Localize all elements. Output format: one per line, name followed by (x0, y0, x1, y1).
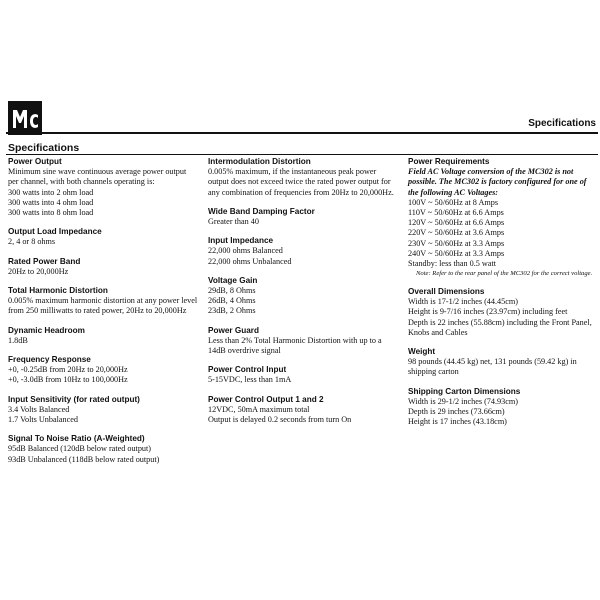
spec-title: Dynamic Headroom (8, 325, 85, 335)
spec-line: 5-15VDC, less than 1mA (208, 375, 292, 385)
spec-control-input (208, 365, 398, 385)
spec-column-3 (408, 157, 598, 436)
spec-line: 300 watts into 4 ohm load (8, 197, 94, 207)
spec-line: 1.8dB (8, 335, 28, 345)
spec-line: Height is 9-7/16 inches (23.97cm) including feet (408, 307, 568, 317)
spec-title: Power Requirements (408, 157, 490, 166)
spec-line: 29dB, 8 Ohms (208, 286, 256, 296)
section-rule (6, 154, 598, 155)
spec-warning: Field AC Voltage conversion of the MC302 is not possible. The MC302 is factory configured for one of the following AC Voltages: (408, 167, 587, 197)
spec-title: Intermodulation Distortion (208, 157, 311, 166)
spec-line: 220V ~ 50/60Hz at 3.6 Amps (408, 228, 505, 238)
spec-output-load (8, 227, 198, 247)
spec-power-guard (208, 326, 398, 357)
header-title: Specifications (528, 118, 596, 129)
spec-desc: 0.005% maximum harmonic distortion at any power level from 250 milliwatts to rated power, 20Hz to 20,000Hz (8, 296, 198, 316)
spec-snr (8, 434, 198, 465)
spec-line: 20Hz to 20,000Hz (8, 266, 69, 276)
spec-line: Height is 17 inches (43.18cm) (408, 417, 507, 427)
spec-title: Shipping Carton Dimensions (408, 386, 521, 396)
spec-rated-band (8, 257, 198, 277)
spec-line: 230V ~ 50/60Hz at 3.3 Amps (408, 238, 505, 248)
spec-weight (408, 347, 598, 378)
spec-desc: Depth is 22 inches (55.88cm) including the Front Panel, Knobs and Cables (408, 317, 592, 337)
spec-title: Power Output (8, 157, 62, 166)
spec-line: Width is 29-1/2 inches (74.93cm) (408, 396, 518, 406)
spec-line: 93dB Unbalanced (118dB below rated output) (8, 454, 160, 464)
spec-title: Wide Band Damping Factor (208, 206, 315, 216)
spec-power-requirements (408, 157, 598, 278)
spec-line: 23dB, 2 Ohms (208, 306, 256, 316)
spec-damping (208, 207, 398, 227)
spec-column-1 (8, 157, 198, 474)
spec-title: Weight (408, 347, 436, 357)
spec-dimensions (408, 287, 598, 338)
spec-line: 26dB, 4 Ohms (208, 296, 256, 306)
spec-line: Standby: less than 0.5 watt (408, 259, 497, 269)
spec-title: Signal To Noise Ratio (A-Weighted) (8, 434, 145, 444)
spec-line: 95dB Balanced (120dB below rated output) (8, 444, 152, 454)
spec-title: Overall Dimensions (408, 287, 485, 297)
section-title: Specifications (8, 142, 80, 154)
spec-title: Input Sensitivity (for rated output) (8, 394, 140, 404)
spec-title: Power Control Input (208, 365, 287, 375)
spec-line: 100V ~ 50/60Hz at 8 Amps (408, 197, 499, 207)
spec-line: 300 watts into 2 ohm load (8, 187, 94, 197)
spec-title: Power Guard (208, 325, 259, 335)
spec-title: Power Control Output 1 and 2 (208, 394, 324, 404)
spec-note: Note: Refer to the rear panel of the MC302 for the correct voltage. (416, 270, 593, 278)
spec-title: Rated Power Band (8, 256, 81, 266)
spec-title: Voltage Gain (208, 275, 258, 285)
spec-control-output (208, 395, 398, 426)
spec-thd (8, 286, 198, 317)
spec-input-impedance (208, 236, 398, 267)
spec-voltage-gain (208, 276, 398, 317)
spec-line: Width is 17-1/2 inches (44.45cm) (408, 297, 518, 307)
spec-headroom (8, 326, 198, 346)
spec-title: Frequency Response (8, 355, 91, 365)
spec-line: Greater than 40 (208, 217, 259, 227)
spec-line: Depth is 29 inches (73.66cm) (408, 407, 505, 417)
mcintosh-logo (8, 101, 42, 135)
spec-line: 22,000 ohms Balanced (208, 246, 283, 256)
spec-title: Output Load Impedance (8, 227, 102, 237)
spec-line: 1.7 Volts Unbalanced (8, 415, 78, 425)
spec-line: 300 watts into 8 ohm load (8, 208, 94, 218)
spec-desc: Less than 2% Total Harmonic Distortion with up to a 14dB overdrive signal (208, 335, 382, 356)
spec-line: 240V ~ 50/60Hz at 3.3 Amps (408, 248, 505, 258)
spec-line: 120V ~ 50/60Hz at 6.6 Amps (408, 218, 505, 228)
spec-line: 3.4 Volts Balanced (8, 404, 70, 414)
spec-line: 22,000 ohms Unbalanced (208, 256, 292, 266)
spec-desc: 98 pounds (44.45 kg) net, 131 pounds (59.42 kg) in shipping carton (408, 357, 577, 377)
spec-line: 2, 4 or 8 ohms (8, 237, 56, 247)
spec-power-output (8, 157, 198, 218)
spec-line: 12VDC, 50mA maximum total (208, 404, 310, 414)
spec-frequency-response (8, 355, 198, 386)
spec-line: +0, -3.0dB from 10Hz to 100,000Hz (8, 375, 128, 385)
spec-column-2 (208, 157, 398, 434)
spec-desc: Minimum sine wave continuous average power output per channel, with both channels operating is: (8, 167, 187, 187)
spec-desc: 0.005% maximum, if the instantaneous peak power output does not exceed twice the rated power output for any combination of frequencies from 20Hz to 20,000Hz. (208, 167, 394, 197)
spec-title: Total Harmonic Distortion (8, 286, 108, 296)
spec-line: 110V ~ 50/60Hz at 6.6 Amps (408, 208, 504, 218)
spec-line: Output is delayed 0.2 seconds from turn On (208, 415, 352, 425)
spec-carton (408, 387, 598, 428)
spec-line: +0, -0.25dB from 20Hz to 20,000Hz (8, 365, 128, 375)
spec-imd (208, 157, 398, 198)
spec-input-sensitivity (8, 395, 198, 426)
header-rule (6, 132, 598, 134)
spec-title: Input Impedance (208, 236, 274, 246)
